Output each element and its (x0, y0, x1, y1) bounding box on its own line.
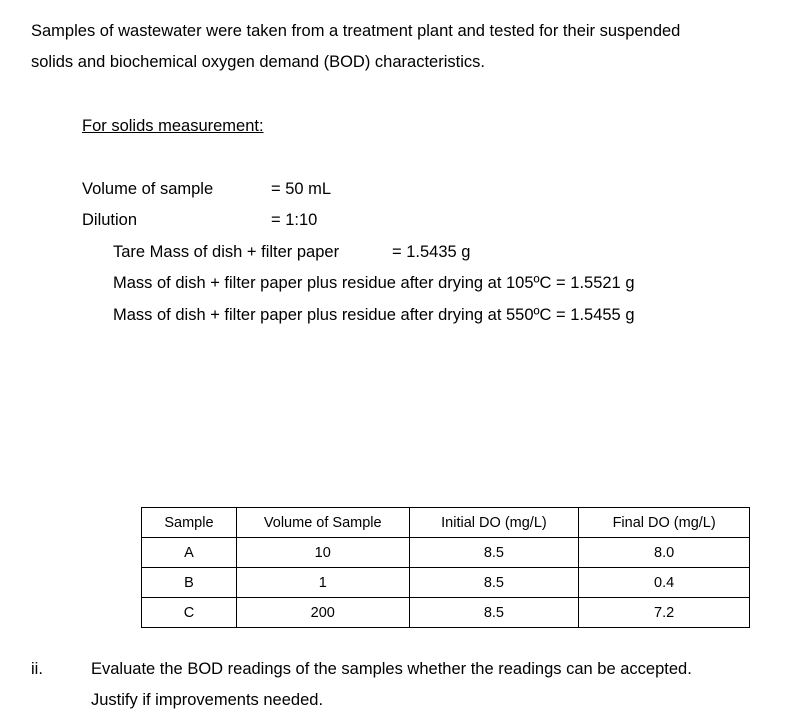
cell-sample: B (142, 568, 237, 598)
tare-value: = 1.5435 g (392, 243, 471, 261)
cell-final-do: 7.2 (579, 598, 750, 628)
cell-final-do: 0.4 (579, 568, 750, 598)
cell-volume: 10 (236, 538, 409, 568)
volume-value: = 50 mL (271, 180, 332, 198)
solids-heading: For solids measurement: (82, 117, 264, 135)
bod-table (141, 507, 750, 628)
question-line-1: Evaluate the BOD readings of the samples whether the readings can be accepted. (91, 660, 692, 678)
table-row (142, 538, 750, 568)
question-line-2: Justify if improvements needed. (91, 691, 324, 709)
volume-label: Volume of sample (82, 180, 214, 198)
header-sample: Sample (142, 508, 237, 538)
header-volume: Volume of Sample (236, 508, 409, 538)
header-final-do: Final DO (mg/L) (579, 508, 750, 538)
dry-105-line: Mass of dish + filter paper plus residue after drying at 105ºC = 1.5521 g (113, 274, 635, 292)
intro-line-2: solids and biochemical oxygen demand (BOD) characteristics. (31, 53, 485, 71)
tare-label: Tare Mass of dish + filter paper (113, 243, 340, 261)
cell-initial-do: 8.5 (409, 598, 579, 628)
cell-initial-do: 8.5 (409, 538, 579, 568)
cell-volume: 1 (236, 568, 409, 598)
cell-sample: C (142, 598, 237, 628)
table-row (142, 568, 750, 598)
cell-volume: 200 (236, 598, 409, 628)
intro-line-1: Samples of wastewater were taken from a treatment plant and tested for their suspended (31, 22, 681, 40)
bod-table-header-row (142, 508, 750, 538)
question-number: ii. (31, 660, 43, 678)
cell-sample: A (142, 538, 237, 568)
cell-initial-do: 8.5 (409, 568, 579, 598)
table-row (142, 598, 750, 628)
cell-final-do: 8.0 (579, 538, 750, 568)
dry-550-line: Mass of dish + filter paper plus residue after drying at 550ºC = 1.5455 g (113, 306, 635, 324)
dilution-label: Dilution (82, 211, 138, 229)
dilution-value: = 1:10 (271, 211, 318, 229)
header-initial-do: Initial DO (mg/L) (409, 508, 579, 538)
